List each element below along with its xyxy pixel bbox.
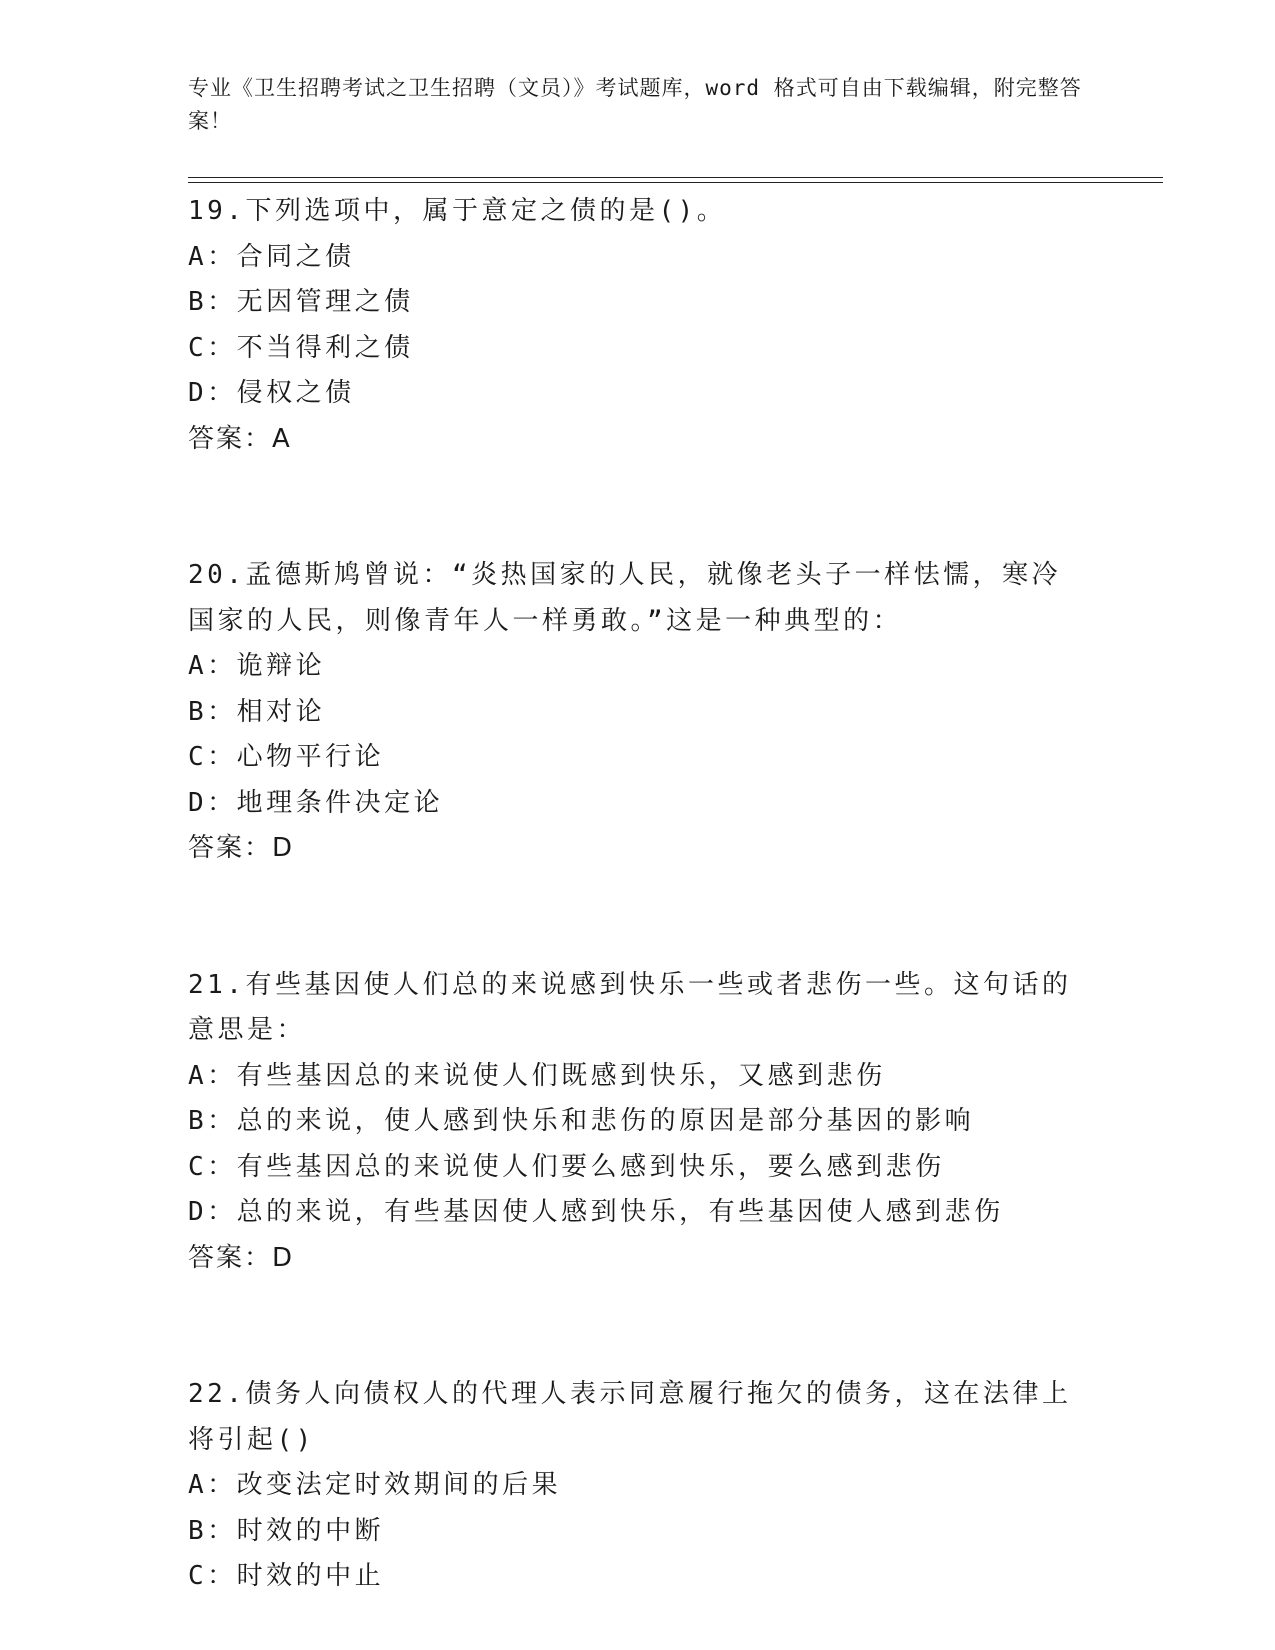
question-stem: 21.有些基因使人们总的来说感到快乐一些或者悲伤一些。这句话的意思是： (188, 969, 1072, 1045)
answer: 答案：D (188, 833, 295, 863)
option-b: B：总的来说，使人感到快乐和悲伤的原因是部分基因的影响 (188, 1106, 975, 1136)
option-d: D：侵权之债 (188, 378, 355, 408)
option-c: C：时效的中止 (188, 1561, 385, 1591)
question-spacer (188, 872, 1088, 963)
header-divider-bottom (188, 182, 1163, 183)
option-c: C：心物平行论 (188, 742, 385, 772)
option-a: A：合同之债 (188, 241, 355, 272)
document-header: 专业《卫生招聘考试之卫生招聘（文员）》考试题库，word 格式可自由下载编辑，附完整答案！ (188, 76, 1082, 133)
question-stem: 20.孟德斯鸠曾说：“炎热国家的人民，就像老头子一样怯懦，寒冷国家的人民，则像青年人一样勇敢。”这是一种典型的： (188, 560, 1062, 636)
question-list (188, 189, 1088, 1600)
option-a: A：改变法定时效期间的后果 (188, 1470, 562, 1500)
option-c: C：有些基因总的来说使人们要么感到快乐，要么感到悲伤 (188, 1151, 945, 1182)
question-19 (188, 189, 1088, 462)
option-a: A：有些基因总的来说使人们既感到快乐，又感到悲伤 (188, 1060, 886, 1091)
answer: 答案：A (188, 423, 292, 454)
question-stem: 22.债务人向债权人的代理人表示同意履行拖欠的债务，这在法律上将引起() (188, 1379, 1072, 1455)
question-spacer (188, 462, 1088, 553)
question-21 (188, 963, 1088, 1282)
answer: 答案：D (188, 1242, 295, 1273)
option-b: B：无因管理之债 (188, 287, 414, 317)
header-divider-top (188, 177, 1163, 178)
option-d: D：地理条件决定论 (188, 787, 444, 818)
option-b: B：时效的中断 (188, 1515, 385, 1546)
option-d: D：总的来说，有些基因使人感到快乐，有些基因使人感到悲伤 (188, 1197, 1004, 1227)
question-spacer (188, 1281, 1088, 1372)
option-a: A：诡辩论 (188, 651, 326, 681)
option-c: C：不当得利之债 (188, 332, 414, 363)
option-b: B：相对论 (188, 696, 326, 727)
question-stem: 19.下列选项中，属于意定之债的是()。 (188, 196, 727, 226)
question-22 (188, 1372, 1088, 1600)
question-20 (188, 553, 1088, 872)
